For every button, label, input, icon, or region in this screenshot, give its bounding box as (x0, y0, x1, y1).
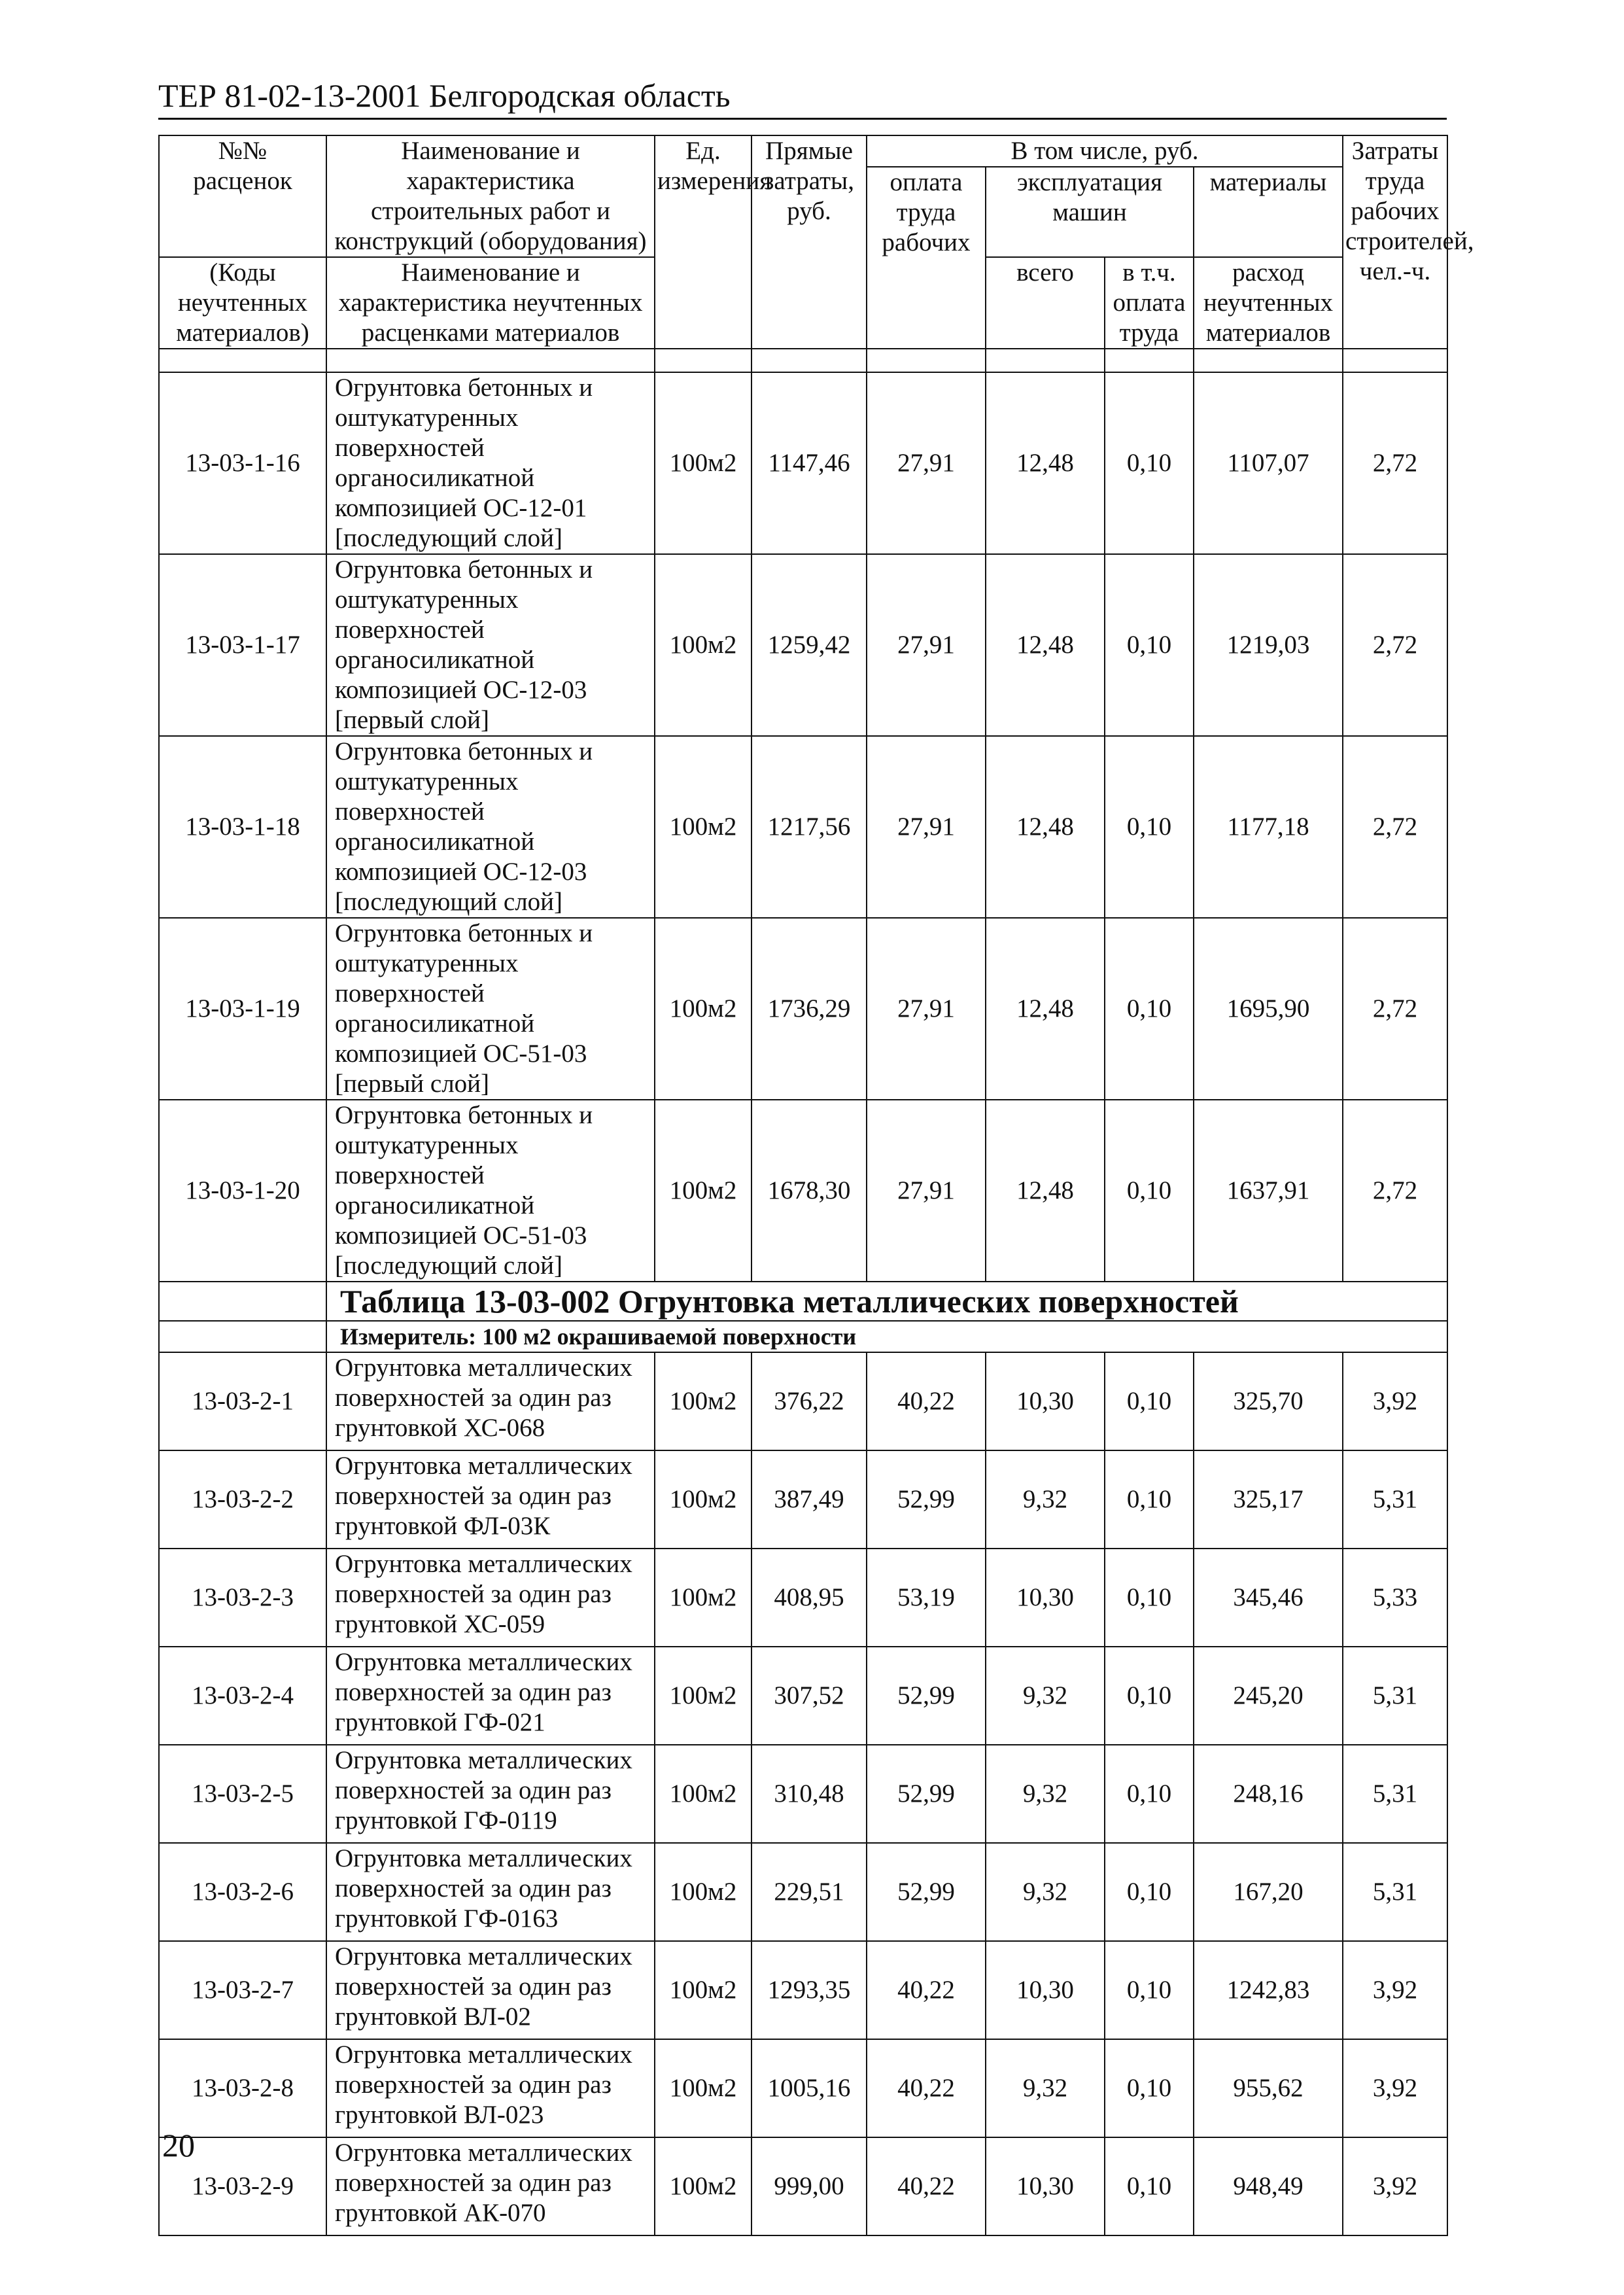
col-direct-header: Прямые затраты, руб. (752, 135, 867, 349)
work-description: Огрунтовка бетонных и оштукатуренных поверхностей органосиликатной композицией ОС-51-03 [первый слой] (326, 918, 655, 1100)
rate-code: 13-03-2-6 (159, 1843, 326, 1941)
table-row (159, 1352, 1447, 1450)
work-description: Огрунтовка бетонных и оштукатуренных поверхностей органосиликатной композицией ОС-12-01 [последующий слой] (326, 372, 655, 554)
machine-wage-costs: 0,10 (1105, 554, 1194, 736)
material-costs: 948,49 (1194, 2137, 1343, 2235)
rate-code: 13-03-1-18 (159, 736, 326, 918)
material-costs: 1107,07 (1194, 372, 1343, 554)
section1-rows (159, 372, 1447, 1282)
labor-costs: 2,72 (1343, 918, 1447, 1100)
rate-code: 13-03-1-17 (159, 554, 326, 736)
col-consumption-header: расход неучтенных материалов (1194, 257, 1343, 349)
unit: 100м2 (655, 1941, 752, 2039)
table-row (159, 554, 1447, 736)
direct-costs: 310,48 (752, 1745, 867, 1843)
material-costs: 1695,90 (1194, 918, 1343, 1100)
machine-wage-costs: 0,10 (1105, 1450, 1194, 1549)
machine-wage-costs: 0,10 (1105, 1745, 1194, 1843)
machine-costs: 12,48 (986, 372, 1105, 554)
machine-wage-costs: 0,10 (1105, 1100, 1194, 1282)
col-labor-header: Затраты труда рабочих строителей, чел.-ч. (1343, 135, 1447, 349)
direct-costs: 229,51 (752, 1843, 867, 1941)
rate-code: 13-03-2-1 (159, 1352, 326, 1450)
labor-costs: 3,92 (1343, 2039, 1447, 2137)
wage-costs: 40,22 (867, 2039, 986, 2137)
labor-costs: 5,31 (1343, 1843, 1447, 1941)
page-number: 20 (162, 2127, 195, 2164)
unit: 100м2 (655, 2137, 752, 2235)
direct-costs: 1217,56 (752, 736, 867, 918)
machine-costs: 12,48 (986, 736, 1105, 918)
wage-costs: 27,91 (867, 372, 986, 554)
wage-costs: 52,99 (867, 1843, 986, 1941)
table-row (159, 736, 1447, 918)
wage-costs: 52,99 (867, 1450, 986, 1549)
machine-costs: 12,48 (986, 554, 1105, 736)
labor-costs: 2,72 (1343, 1100, 1447, 1282)
machine-wage-costs: 0,10 (1105, 1647, 1194, 1745)
wage-costs: 27,91 (867, 918, 986, 1100)
rate-code: 13-03-2-5 (159, 1745, 326, 1843)
material-costs: 248,16 (1194, 1745, 1343, 1843)
table-row (159, 1843, 1447, 1941)
labor-costs: 5,31 (1343, 1450, 1447, 1549)
machine-costs: 12,48 (986, 918, 1105, 1100)
unit: 100м2 (655, 1352, 752, 1450)
rate-code: 13-03-1-19 (159, 918, 326, 1100)
table-row (159, 2137, 1447, 2235)
unit: 100м2 (655, 918, 752, 1100)
machine-costs: 10,30 (986, 1549, 1105, 1647)
machine-wage-costs: 0,10 (1105, 372, 1194, 554)
table-row (159, 1549, 1447, 1647)
machine-costs: 9,32 (986, 1450, 1105, 1549)
work-description: Огрунтовка бетонных и оштукатуренных поверхностей органосиликатной композицией ОС-12-03 [последующий слой] (326, 736, 655, 918)
unit: 100м2 (655, 372, 752, 554)
machine-costs: 9,32 (986, 2039, 1105, 2137)
table2-measure: Измеритель: 100 м2 окрашиваемой поверхности (326, 1321, 1447, 1352)
labor-costs: 3,92 (1343, 1941, 1447, 2039)
machine-costs: 10,30 (986, 2137, 1105, 2235)
unit: 100м2 (655, 1100, 752, 1282)
machine-wage-costs: 0,10 (1105, 1843, 1194, 1941)
table-row (159, 1941, 1447, 2039)
rates-table (158, 135, 1474, 2236)
table2-title: Таблица 13-03-002 Огрунтовка металлических поверхностей (326, 1282, 1447, 1321)
col-total-header: всего (986, 257, 1105, 349)
material-costs: 245,20 (1194, 1647, 1343, 1745)
labor-costs: 3,92 (1343, 2137, 1447, 2235)
unit: 100м2 (655, 736, 752, 918)
labor-costs: 2,72 (1343, 372, 1447, 554)
work-description: Огрунтовка металлических поверхностей за один раз грунтовкой ГФ-0119 (326, 1745, 655, 1843)
wage-costs: 40,22 (867, 1941, 986, 2039)
unit: 100м2 (655, 1647, 752, 1745)
labor-costs: 3,92 (1343, 1352, 1447, 1450)
direct-costs: 1678,30 (752, 1100, 867, 1282)
direct-costs: 1293,35 (752, 1941, 867, 2039)
table-row (159, 1450, 1447, 1549)
work-description: Огрунтовка металлических поверхностей за один раз грунтовкой ХС-068 (326, 1352, 655, 1450)
work-description: Огрунтовка бетонных и оштукатуренных поверхностей органосиликатной композицией ОС-51-03 [последующий слой] (326, 1100, 655, 1282)
material-costs: 325,70 (1194, 1352, 1343, 1450)
direct-costs: 408,95 (752, 1549, 867, 1647)
material-costs: 1242,83 (1194, 1941, 1343, 2039)
unit: 100м2 (655, 554, 752, 736)
page-header: ТЕР 81-02-13-2001 Белгородская область (158, 73, 1447, 120)
rate-code: 13-03-2-7 (159, 1941, 326, 2039)
rate-code: 13-03-1-16 (159, 372, 326, 554)
material-costs: 345,46 (1194, 1549, 1343, 1647)
direct-costs: 1736,29 (752, 918, 867, 1100)
work-description: Огрунтовка металлических поверхностей за один раз грунтовкой ФЛ-03К (326, 1450, 655, 1549)
work-description: Огрунтовка бетонных и оштукатуренных поверхностей органосиликатной композицией ОС-12-03 [первый слой] (326, 554, 655, 736)
unit: 100м2 (655, 1549, 752, 1647)
table-row (159, 2039, 1447, 2137)
wage-costs: 27,91 (867, 1100, 986, 1282)
machine-costs: 9,32 (986, 1647, 1105, 1745)
machine-costs: 9,32 (986, 1745, 1105, 1843)
wage-costs: 27,91 (867, 736, 986, 918)
machine-wage-costs: 0,10 (1105, 1549, 1194, 1647)
table-row (159, 918, 1447, 1100)
col-machines-header: эксплуатация машин (986, 167, 1194, 257)
col-name-header: Наименование и характеристика строительных работ и конструкций (оборудования) (326, 135, 655, 257)
col-materials-header: материалы (1194, 167, 1343, 257)
machine-costs: 12,48 (986, 1100, 1105, 1282)
col-wage-header: оплата труда рабочих (867, 167, 986, 349)
machine-costs: 9,32 (986, 1843, 1105, 1941)
machine-wage-costs: 0,10 (1105, 2137, 1194, 2235)
wage-costs: 40,22 (867, 2137, 986, 2235)
machine-wage-costs: 0,10 (1105, 736, 1194, 918)
work-description: Огрунтовка металлических поверхностей за один раз грунтовкой ХС-059 (326, 1549, 655, 1647)
col-code-sub-header: (Коды неучтенных материалов) (159, 257, 326, 349)
material-costs: 167,20 (1194, 1843, 1343, 1941)
unit: 100м2 (655, 1745, 752, 1843)
rate-code: 13-03-2-2 (159, 1450, 326, 1549)
machine-wage-costs: 0,10 (1105, 1941, 1194, 2039)
table-row (159, 1745, 1447, 1843)
material-costs: 1637,91 (1194, 1100, 1343, 1282)
labor-costs: 5,31 (1343, 1647, 1447, 1745)
wage-costs: 53,19 (867, 1549, 986, 1647)
rate-code: 13-03-2-4 (159, 1647, 326, 1745)
wage-costs: 27,91 (867, 554, 986, 736)
col-code-header: №№ расценок (159, 135, 326, 257)
wage-costs: 40,22 (867, 1352, 986, 1450)
direct-costs: 1259,42 (752, 554, 867, 736)
rate-code: 13-03-2-3 (159, 1549, 326, 1647)
work-description: Огрунтовка металлических поверхностей за один раз грунтовкой АК-070 (326, 2137, 655, 2235)
material-costs: 325,17 (1194, 1450, 1343, 1549)
material-costs: 1177,18 (1194, 736, 1343, 918)
col-incl-header: В том числе, руб. (867, 135, 1343, 167)
labor-costs: 2,72 (1343, 554, 1447, 736)
wage-costs: 52,99 (867, 1647, 986, 1745)
table-row (159, 1100, 1447, 1282)
direct-costs: 1147,46 (752, 372, 867, 554)
direct-costs: 307,52 (752, 1647, 867, 1745)
machine-costs: 10,30 (986, 1352, 1105, 1450)
work-description: Огрунтовка металлических поверхностей за один раз грунтовкой ГФ-0163 (326, 1843, 655, 1941)
col-name-sub-header: Наименование и характеристика неучтенных расценками материалов (326, 257, 655, 349)
material-costs: 955,62 (1194, 2039, 1343, 2137)
labor-costs: 5,31 (1343, 1745, 1447, 1843)
labor-costs: 2,72 (1343, 736, 1447, 918)
work-description: Огрунтовка металлических поверхностей за один раз грунтовкой ВЛ-023 (326, 2039, 655, 2137)
unit: 100м2 (655, 1450, 752, 1549)
col-unit-header: Ед. измерения (655, 135, 752, 349)
rate-code: 13-03-2-8 (159, 2039, 326, 2137)
work-description: Огрунтовка металлических поверхностей за один раз грунтовкой ГФ-021 (326, 1647, 655, 1745)
direct-costs: 376,22 (752, 1352, 867, 1450)
table-row (159, 372, 1447, 554)
rate-code: 13-03-1-20 (159, 1100, 326, 1282)
direct-costs: 387,49 (752, 1450, 867, 1549)
machine-wage-costs: 0,10 (1105, 918, 1194, 1100)
section2-rows (159, 1352, 1447, 2235)
work-description: Огрунтовка металлических поверхностей за один раз грунтовкой ВЛ-02 (326, 1941, 655, 2039)
machine-wage-costs: 0,10 (1105, 2039, 1194, 2137)
table-row (159, 1647, 1447, 1745)
unit: 100м2 (655, 1843, 752, 1941)
unit: 100м2 (655, 2039, 752, 2137)
wage-costs: 52,99 (867, 1745, 986, 1843)
direct-costs: 1005,16 (752, 2039, 867, 2137)
material-costs: 1219,03 (1194, 554, 1343, 736)
machine-wage-costs: 0,10 (1105, 1352, 1194, 1450)
col-incl-wage-header: в т.ч. оплата труда (1105, 257, 1194, 349)
direct-costs: 999,00 (752, 2137, 867, 2235)
machine-costs: 10,30 (986, 1941, 1105, 2039)
labor-costs: 5,33 (1343, 1549, 1447, 1647)
rate-code: 13-03-2-9 (159, 2137, 326, 2235)
